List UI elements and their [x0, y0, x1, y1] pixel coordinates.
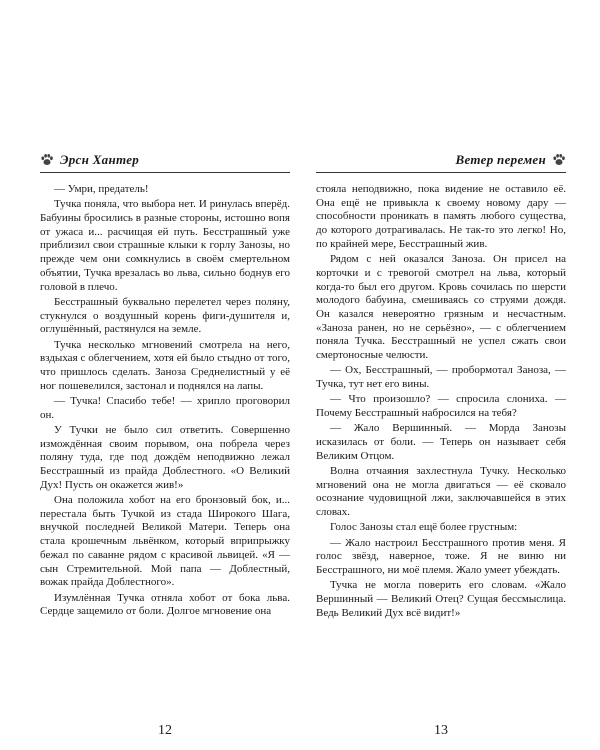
- paragraph: Голос Занозы стал ещё более грустным:: [330, 521, 518, 534]
- paragraph: — Умри, предатель!: [54, 183, 149, 195]
- paragraph: Бесстрашный буквально перелетел через поляну, стукнулся о воздушный корень фиги-душителя и, оглушённый, растянулся на земле.: [40, 295, 290, 336]
- left-page-number: 12: [158, 723, 172, 738]
- right-page-number: 13: [434, 723, 448, 738]
- paragraph: У Тучки не было сил ответить. Совершенно измождённая своим порывом, она побрела через поляну туда, где под дождём неподвижно лежал Бесстрашный из прайда Доблестного. «О Великий Дух! Пусть он окажется жив!»: [40, 423, 290, 491]
- paragraph: Тучка поняла, что выбора нет. И ринулась вперёд. Бабуины бросились в разные стороны, истошно вопя от ужаса и... расчищая ей путь. Бесстрашный уже приблизил свои страшные клыки к горлу Занозы, но прежде чем они сомкнулись в своём смертельном объятии, Тучка врезалась во льва, сильно боднув его головой в плечо.: [40, 198, 290, 293]
- paragraph: Она положила хобот на его бронзовый бок, и... перестала быть Тучкой из стада Широкого Шага, внучкой последней Великой Матери. Теперь она стала крошечным львёнком, который вприпрыжку бежал по саванне рядом с красивой львицей. «Я — сын Стремительной. Мой папа — Доблестный, вожак прайда Доблестного».: [40, 494, 290, 589]
- paragraph: — Жало настроил Бесстрашного против меня. Я голос звёзд, наверное, тоже. Я не виню ни Бесстрашного, ни моё племя. Жало умеет убеждать.: [316, 536, 566, 577]
- left-page: [40, 150, 290, 738]
- book-title: Ветер перемен: [455, 152, 546, 167]
- author-name: Эрсн Хантер: [60, 152, 140, 167]
- paragraph: Волна отчаяния захлестнула Тучку. Несколько мгновений она не могла двигаться — её сковало осознание чудовищной лжи, заключавшейся в этих словах.: [316, 465, 566, 519]
- left-running-header: [40, 150, 290, 173]
- paragraph: — Ох, Бесстрашный, — пробормотал Заноза, — Тучка, тут нет его вины.: [316, 364, 566, 391]
- paragraph: Рядом с ней оказался Заноза. Он присел на корточки и с тревогой смотрел на льва, который когда-то был его другом. Кровь сочилась по шерсти молодого бабуина, смешиваясь со струями дождя. Он казался невероятно грязным и несчастным. «Заноза ранен, но не серьёзно», — с облегчением поняла Тучка. Бесстрашный не успел сжать свои смертоносные челюсти.: [316, 253, 566, 362]
- paragraph: — Что произошло? — спросила слониха. — Почему Бесстрашный набросился на тебя?: [316, 393, 566, 420]
- paragraph: — Тучка! Спасибо тебе! — хрипло проговорил он.: [40, 394, 290, 421]
- paragraph: — Жало Вершинный. — Морда Занозы исказилась от боли. — Теперь он называет себя Великим Отцом.: [316, 422, 566, 462]
- paw-print-icon: [552, 153, 566, 167]
- right-page: [316, 150, 566, 738]
- right-running-header: [316, 150, 566, 173]
- paw-print-icon: [40, 153, 54, 167]
- paragraph: Тучка не могла поверить его словам. «Жало Вершинный — Великий Отец? Сущая бессмыслица. Ведь Великий Дух всё видит!»: [316, 579, 566, 619]
- paragraph: стояла неподвижно, пока видение не оставило её. Она ещё не привыкла к своему новому дару — способности проникать в память любого существа, до которого дотрагивалась. Не так-то это легко! Но, по крайней мере, Бесстрашный жив.: [316, 183, 566, 250]
- paragraph: Тучка несколько мгновений смотрела на него, вздыхая с облегчением, хотя ей было стыдно от того, что пришлось сделать. Заноза Среднелистный у её ног пошевелился, застонал и поднялся на лапы.: [40, 338, 290, 392]
- left-page-text: [40, 183, 290, 619]
- right-page-text: [316, 183, 566, 621]
- paragraph: Изумлённая Тучка отняла хобот от бока льва. Сердце защемило от боли. Долгое мгновение она: [40, 591, 290, 618]
